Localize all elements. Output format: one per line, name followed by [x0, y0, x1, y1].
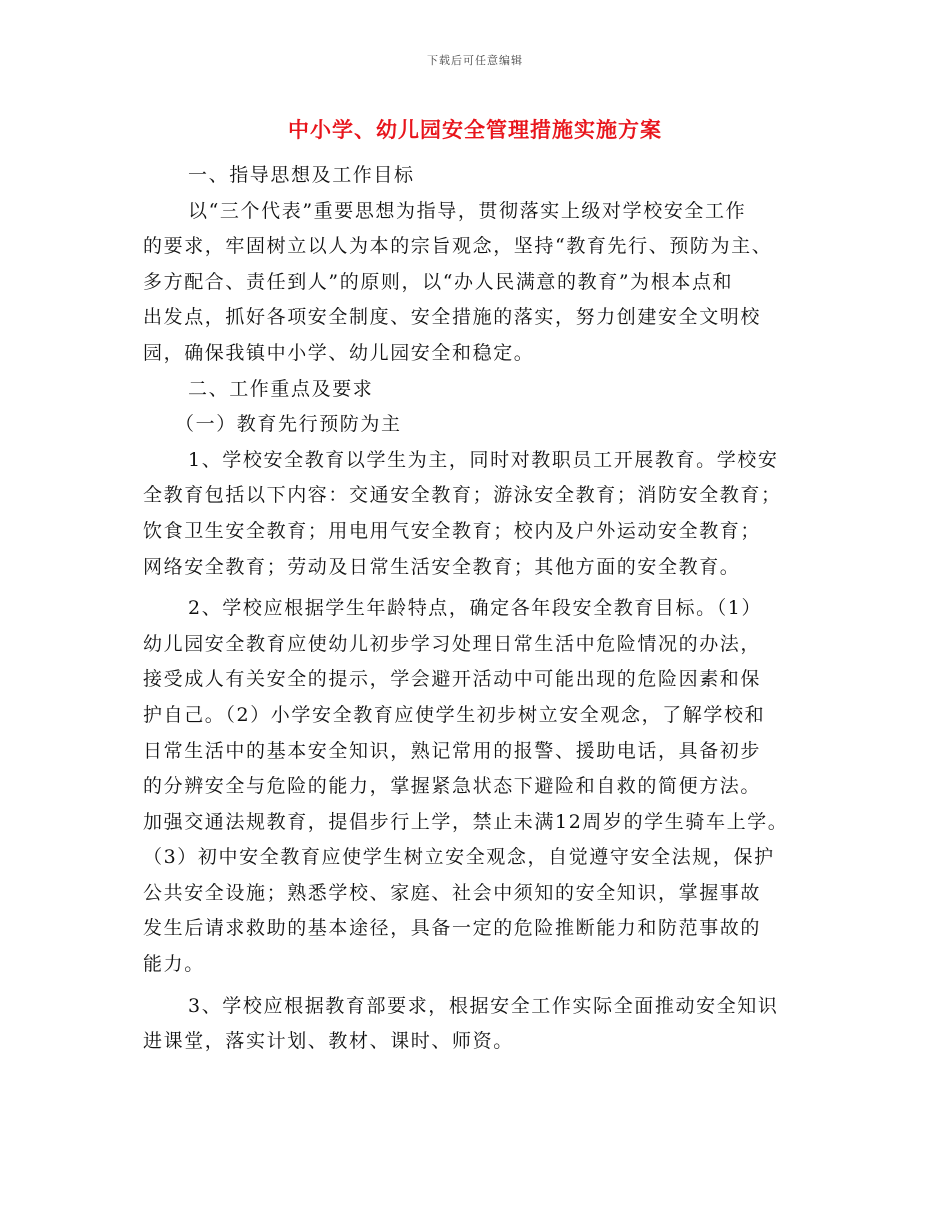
- paragraph-item-1: [143, 443, 815, 585]
- subsection-heading-1: （一）教育先行预防为主: [175, 413, 402, 436]
- paragraph-line: 加强交通法规教育，提倡步行上学，禁止未满12周岁的学生骑车上学。: [143, 810, 789, 833]
- paragraph-line: 护自己。（2）小学安全教育应使学生初步树立安全观念，了解学校和: [143, 703, 766, 726]
- paragraph-line: 饮食卫生安全教育；用电用气安全教育；校内及户外运动安全教育；: [143, 519, 762, 542]
- paragraph-line: 以“三个代表”重要思想为指导，贯彻落实上级对学校安全工作: [188, 199, 747, 222]
- paragraph-line: 园，确保我镇中小学、幼儿园安全和稳定。: [143, 341, 535, 364]
- document-body: [143, 158, 815, 1060]
- paragraph-line: 全教育包括以下内容：交通安全教育；游泳安全教育；消防安全教育；: [143, 484, 782, 507]
- paragraph-line: 发生后请求救助的基本途径，具备一定的危险推断能力和防范事故的: [143, 917, 762, 940]
- document-title: 中小学、幼儿园安全管理措施实施方案: [288, 117, 662, 142]
- paragraph-line: 出发点，抓好各项安全制度、安全措施的落实，努力创建安全文明校: [143, 306, 762, 329]
- paragraph-line: 接受成人有关安全的提示，学会避开活动中可能出现的危险因素和保: [143, 668, 762, 691]
- paragraph-item-3: [143, 989, 815, 1060]
- paragraph-line: 1、学校安全教育以学生为主，同时对教职员工开展教育。学校安: [188, 448, 779, 471]
- paragraph-line: 日常生活中的基本安全知识，熟记常用的报警、援助电话，具备初步: [143, 739, 762, 762]
- paragraph-line: 能力。: [143, 953, 205, 976]
- paragraph-line: 公共安全设施；熟悉学校、家庭、社会中须知的安全知识，掌握事故: [143, 881, 762, 904]
- section-heading-2: 二、工作重点及要求: [188, 377, 374, 400]
- paragraph-line: （3）初中安全教育应使学生树立安全观念，自觉遵守安全法规，保护: [143, 846, 775, 869]
- paragraph-line: 进课堂，落实计划、教材、课时、师资。: [143, 1030, 514, 1053]
- paragraph-line: 网络安全教育；劳动及日常生活安全教育；其他方面的安全教育。: [143, 555, 741, 578]
- header-note: 下载后可任意编辑: [427, 54, 523, 67]
- paragraph-line: 2、学校应根据学生年龄特点，确定各年段安全教育目标。（1）: [188, 597, 763, 620]
- paragraph-item-2: [143, 591, 815, 983]
- paragraph-line: 的分辨安全与危险的能力，掌握紧急状态下避险和自救的简便方法。: [143, 775, 762, 798]
- paragraph-line: 多方配合、责任到人”的原则，以“办人民满意的教育”为根本点和: [143, 270, 734, 293]
- paragraph-line: 3、学校应根据教育部要求，根据安全工作实际全面推动安全知识: [188, 994, 779, 1017]
- paragraph-line: 的要求，牢固树立以人为本的宗旨观念，坚持“教育先行、预防为主、: [143, 235, 773, 258]
- paragraph-line: 幼儿园安全教育应使幼儿初步学习处理日常生活中危险情况的办法，: [143, 632, 762, 655]
- paragraph-guiding-ideology: [143, 194, 815, 372]
- section-heading-1: 一、指导思想及工作目标: [188, 164, 415, 186]
